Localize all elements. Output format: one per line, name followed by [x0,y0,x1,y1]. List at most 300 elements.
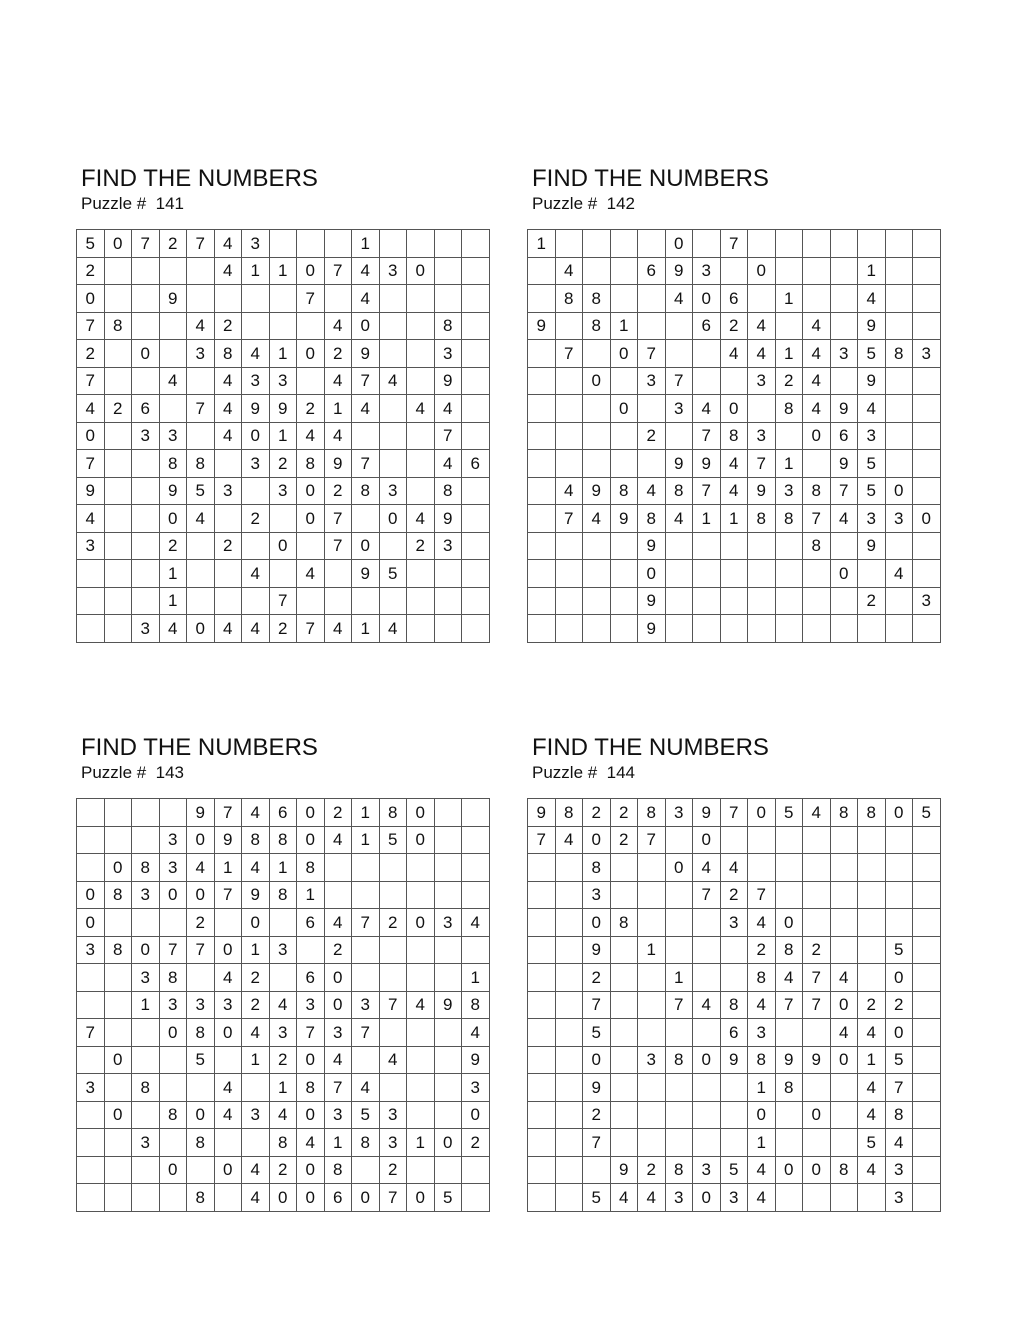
grid-cell [913,1101,941,1129]
grid-cell: 4 [214,615,242,643]
grid-cell [665,422,693,450]
grid-cell: 2 [858,991,886,1019]
grid-cell [720,1101,748,1129]
grid-cell [462,422,490,450]
grid-cell: 7 [324,505,352,533]
grid-cell [324,560,352,588]
grid-cell: 9 [583,1074,611,1102]
grid-cell: 3 [159,854,187,882]
grid-cell [242,285,270,313]
grid-cell [610,367,638,395]
grid-cell: 7 [693,477,721,505]
grid-cell: 4 [858,1074,886,1102]
grid-cell: 2 [638,1156,666,1184]
grid-cell: 0 [242,909,270,937]
grid-cell [720,1074,748,1102]
grid-cell [555,1156,583,1184]
grid-cell [913,450,941,478]
grid-cell [610,532,638,560]
grid-cell: 0 [748,799,776,827]
grid-cell: 7 [665,991,693,1019]
grid-cell: 3 [720,1184,748,1212]
grid-cell: 4 [407,505,435,533]
grid-cell: 5 [583,1184,611,1212]
grid-cell: 7 [269,587,297,615]
grid-cell: 4 [858,1156,886,1184]
grid-cell: 4 [269,1101,297,1129]
grid-cell: 1 [352,799,380,827]
grid-cell: 1 [352,826,380,854]
grid-cell: 8 [775,395,803,423]
grid-row [528,587,941,615]
grid-cell [858,909,886,937]
grid-cell: 2 [803,936,831,964]
grid-row [77,1019,490,1047]
grid-cell: 7 [324,257,352,285]
grid-cell [187,1074,215,1102]
grid-cell [187,587,215,615]
grid-cell: 3 [434,532,462,560]
grid-cell [858,854,886,882]
grid-cell [407,285,435,313]
puzzle-143 [81,734,511,1207]
grid-row [528,1101,941,1129]
grid-cell [803,1129,831,1157]
grid-cell [885,395,913,423]
grid-cell [583,532,611,560]
grid-cell: 2 [379,1156,407,1184]
grid-cell: 5 [583,1019,611,1047]
grid-cell: 4 [665,505,693,533]
grid-cell: 2 [269,615,297,643]
grid-cell [407,964,435,992]
grid-cell [434,257,462,285]
grid-cell: 4 [555,257,583,285]
grid-cell [297,532,325,560]
grid-row [528,285,941,313]
grid-cell [434,881,462,909]
grid-cell [775,560,803,588]
grid-cell [803,826,831,854]
grid-cell [638,881,666,909]
grid-row [77,285,490,313]
grid-cell [132,257,160,285]
grid-cell [858,826,886,854]
grid-cell: 4 [324,826,352,854]
grid-row [528,230,941,258]
grid-cell [638,312,666,340]
grid-cell: 4 [434,395,462,423]
grid-cell [77,854,105,882]
grid-cell [242,312,270,340]
grid-cell [242,477,270,505]
grid-cell: 1 [748,1074,776,1102]
grid-cell: 8 [352,477,380,505]
grid-cell: 6 [462,450,490,478]
grid-row [77,477,490,505]
grid-cell [132,587,160,615]
grid-cell [379,450,407,478]
grid-cell [610,1101,638,1129]
grid-cell: 2 [583,964,611,992]
grid-cell [913,1184,941,1212]
grid-cell: 4 [242,560,270,588]
grid-cell [748,615,776,643]
grid-cell [104,1074,132,1102]
grid-cell: 2 [269,1046,297,1074]
grid-cell [528,422,556,450]
grid-cell: 9 [324,450,352,478]
grid-cell [104,1156,132,1184]
grid-cell [104,477,132,505]
grid-cell: 1 [159,560,187,588]
grid-cell [462,312,490,340]
grid-cell [858,615,886,643]
grid-cell: 0 [297,340,325,368]
grid-cell: 8 [665,477,693,505]
grid-cell: 9 [665,450,693,478]
grid-cell [693,1101,721,1129]
grid-cell [693,560,721,588]
grid-cell: 7 [775,991,803,1019]
grid-cell [638,991,666,1019]
grid-cell [159,257,187,285]
grid-cell [104,909,132,937]
grid-cell [528,854,556,882]
grid-cell [913,477,941,505]
grid-cell [638,285,666,313]
grid-cell [693,367,721,395]
grid-cell [665,587,693,615]
grid-cell: 4 [462,909,490,937]
grid-cell [324,230,352,258]
grid-cell [528,285,556,313]
grid-cell: 8 [748,1046,776,1074]
grid-cell: 7 [555,505,583,533]
grid-cell [462,285,490,313]
grid-cell [693,230,721,258]
grid-row [77,422,490,450]
grid-cell [159,1184,187,1212]
grid-cell [693,936,721,964]
grid-cell: 1 [159,587,187,615]
grid-cell [379,340,407,368]
grid-cell [720,257,748,285]
grid-cell [297,587,325,615]
grid-cell [555,587,583,615]
grid-cell [638,395,666,423]
grid-cell: 0 [324,991,352,1019]
grid-cell: 0 [159,881,187,909]
grid-row [77,1046,490,1074]
grid-cell: 4 [858,1101,886,1129]
grid-cell [555,560,583,588]
grid-cell [77,1129,105,1157]
grid-cell: 8 [187,1184,215,1212]
grid-cell [462,532,490,560]
grid-cell [913,615,941,643]
grid-cell: 9 [720,1046,748,1074]
grid-cell: 0 [693,826,721,854]
grid-cell: 4 [214,964,242,992]
grid-cell [885,881,913,909]
grid-cell: 8 [610,909,638,937]
grid-cell [610,1129,638,1157]
grid-cell: 9 [434,991,462,1019]
grid-cell [830,367,858,395]
grid-cell: 7 [693,881,721,909]
grid-cell [528,450,556,478]
grid-cell [132,909,160,937]
grid-cell [324,285,352,313]
grid-cell [803,257,831,285]
grid-cell: 4 [297,1129,325,1157]
grid-cell [748,854,776,882]
grid-cell [528,505,556,533]
grid-cell [885,230,913,258]
grid-cell [610,560,638,588]
grid-cell: 9 [434,505,462,533]
grid-cell [555,1184,583,1212]
grid-row [528,450,941,478]
grid-row [528,257,941,285]
grid-cell [187,560,215,588]
grid-cell: 8 [830,1156,858,1184]
grid-cell: 6 [269,799,297,827]
grid-cell: 4 [638,477,666,505]
grid-cell: 4 [748,1184,776,1212]
grid-cell: 8 [269,826,297,854]
grid-cell: 0 [132,936,160,964]
grid-cell [638,450,666,478]
grid-row [77,1129,490,1157]
grid-cell: 2 [379,909,407,937]
grid-row [528,964,941,992]
grid-cell: 1 [693,505,721,533]
grid-cell [104,450,132,478]
grid-cell: 4 [748,312,776,340]
grid-cell [528,1129,556,1157]
grid-cell [583,230,611,258]
grid-cell [913,532,941,560]
grid-cell: 2 [885,991,913,1019]
grid-cell [187,1156,215,1184]
grid-cell: 9 [159,477,187,505]
grid-cell [104,1019,132,1047]
grid-cell [407,854,435,882]
grid-row [528,909,941,937]
grid-cell: 8 [775,1074,803,1102]
grid-cell: 4 [324,909,352,937]
number-grid [527,798,941,1212]
grid-row [77,1074,490,1102]
grid-cell [214,560,242,588]
grid-cell [555,312,583,340]
grid-cell: 6 [720,1019,748,1047]
grid-cell [638,964,666,992]
grid-cell: 4 [830,964,858,992]
grid-cell [830,854,858,882]
grid-cell [77,560,105,588]
grid-cell [775,230,803,258]
grid-cell: 4 [159,615,187,643]
grid-cell: 7 [720,799,748,827]
grid-row [77,936,490,964]
grid-cell: 0 [297,1184,325,1212]
grid-cell [104,615,132,643]
grid-cell [77,1046,105,1074]
grid-cell [610,881,638,909]
grid-cell [407,936,435,964]
grid-cell: 4 [159,367,187,395]
grid-cell: 4 [214,230,242,258]
grid-cell [462,881,490,909]
grid-cell: 8 [214,340,242,368]
grid-cell [269,909,297,937]
grid-cell [913,367,941,395]
grid-cell: 2 [77,257,105,285]
grid-cell [214,505,242,533]
grid-cell: 8 [610,477,638,505]
grid-cell [379,1019,407,1047]
grid-row [77,230,490,258]
grid-cell: 8 [803,532,831,560]
grid-cell: 3 [638,367,666,395]
grid-cell [610,854,638,882]
grid-cell [858,230,886,258]
grid-cell [693,587,721,615]
grid-cell: 1 [775,450,803,478]
grid-cell: 6 [638,257,666,285]
grid-cell: 7 [748,450,776,478]
grid-cell [610,587,638,615]
grid-cell: 7 [379,1184,407,1212]
grid-cell [803,450,831,478]
grid-cell: 2 [214,532,242,560]
grid-cell: 3 [693,257,721,285]
grid-cell: 3 [269,1019,297,1047]
grid-cell: 8 [720,422,748,450]
grid-cell [913,1046,941,1074]
grid-cell: 4 [242,854,270,882]
grid-cell: 0 [830,560,858,588]
grid-row [528,395,941,423]
grid-row [528,936,941,964]
grid-cell [665,615,693,643]
grid-cell: 4 [434,450,462,478]
grid-cell: 1 [720,505,748,533]
grid-cell [434,799,462,827]
grid-cell [583,340,611,368]
grid-cell: 1 [775,285,803,313]
puzzle-142 [532,165,962,638]
grid-cell [638,230,666,258]
grid-cell [77,964,105,992]
grid-cell: 3 [214,477,242,505]
grid-cell [352,505,380,533]
grid-cell [720,587,748,615]
grid-cell: 7 [803,991,831,1019]
grid-cell [748,395,776,423]
grid-cell [885,257,913,285]
grid-cell: 8 [379,799,407,827]
grid-cell [720,367,748,395]
grid-cell: 0 [214,1019,242,1047]
grid-cell: 0 [104,1101,132,1129]
grid-cell [407,422,435,450]
grid-cell [720,615,748,643]
puzzle-number: Puzzle # 142 [532,194,636,213]
grid-cell [132,1184,160,1212]
grid-cell: 7 [693,422,721,450]
grid-cell: 4 [269,991,297,1019]
grid-cell: 1 [638,936,666,964]
puzzle-144 [532,734,962,1207]
grid-row [77,909,490,937]
grid-cell [407,1046,435,1074]
grid-row [77,881,490,909]
grid-cell [77,615,105,643]
grid-cell [462,505,490,533]
grid-cell: 0 [132,340,160,368]
grid-cell [555,615,583,643]
grid-row [77,964,490,992]
grid-cell: 8 [297,1074,325,1102]
grid-cell: 1 [748,1129,776,1157]
grid-cell: 7 [434,422,462,450]
grid-cell: 8 [104,881,132,909]
grid-cell: 3 [132,422,160,450]
grid-cell: 4 [858,1019,886,1047]
grid-cell: 0 [297,1101,325,1129]
grid-cell: 4 [720,340,748,368]
grid-cell [104,826,132,854]
grid-cell [583,257,611,285]
grid-cell: 4 [693,395,721,423]
grid-row [77,1156,490,1184]
grid-cell: 7 [159,936,187,964]
grid-cell [583,395,611,423]
grid-cell [324,881,352,909]
grid-cell: 6 [297,909,325,937]
grid-cell [555,881,583,909]
grid-cell: 4 [803,367,831,395]
grid-row [77,799,490,827]
grid-cell [528,615,556,643]
grid-cell: 3 [77,1074,105,1102]
grid-cell [77,799,105,827]
grid-cell [407,1074,435,1102]
grid-cell [775,312,803,340]
grid-cell [462,1184,490,1212]
grid-cell: 0 [77,881,105,909]
grid-cell: 7 [352,367,380,395]
grid-row [528,340,941,368]
grid-cell [803,230,831,258]
grid-cell: 2 [214,312,242,340]
grid-cell: 9 [610,1156,638,1184]
grid-cell [132,450,160,478]
grid-cell [434,230,462,258]
grid-cell: 0 [462,1101,490,1129]
grid-cell [352,936,380,964]
grid-cell: 2 [324,340,352,368]
grid-cell: 3 [132,964,160,992]
grid-cell: 2 [324,936,352,964]
grid-cell [665,1101,693,1129]
grid-cell [528,991,556,1019]
grid-cell: 0 [885,477,913,505]
